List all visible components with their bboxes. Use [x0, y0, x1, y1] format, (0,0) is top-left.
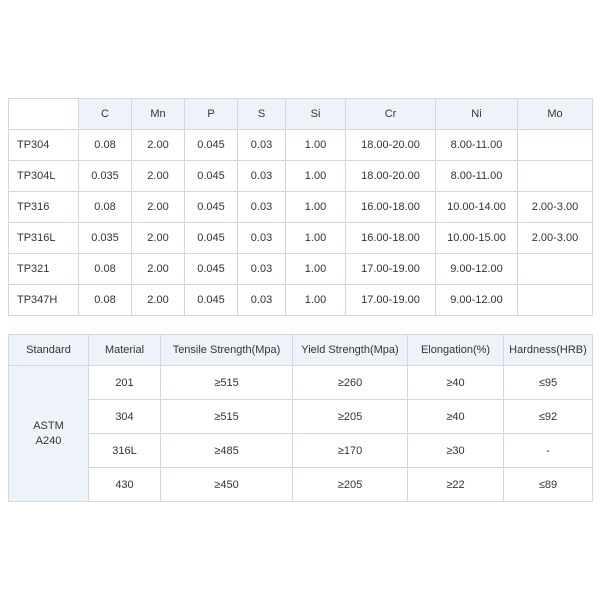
mechanical-properties-table	[8, 334, 593, 502]
cell-tensile: ≥515	[161, 366, 293, 400]
column-header-mo: Mo	[518, 99, 593, 130]
column-header-s: S	[238, 99, 286, 130]
table-header-row	[9, 99, 593, 130]
cell-hardness: ≤92	[504, 400, 593, 434]
cell-p: 0.045	[185, 192, 238, 223]
cell-p: 0.045	[185, 161, 238, 192]
column-header-mn: Mn	[132, 99, 185, 130]
cell-si: 1.00	[286, 254, 346, 285]
cell-cr: 17.00-19.00	[346, 285, 436, 316]
table-row	[9, 130, 593, 161]
cell-cr: 16.00-18.00	[346, 192, 436, 223]
row-label: TP321	[9, 254, 79, 285]
tables-container	[8, 98, 592, 502]
cell-mo: 2.00-3.00	[518, 192, 593, 223]
cell-p: 0.045	[185, 223, 238, 254]
standard-line-2: A240	[35, 434, 62, 447]
cell-material: 201	[89, 366, 161, 400]
column-header-elongation: Elongation(%)	[408, 335, 504, 366]
row-label: TP304L	[9, 161, 79, 192]
cell-cr: 18.00-20.00	[346, 130, 436, 161]
cell-hardness: ≤89	[504, 468, 593, 502]
cell-si: 1.00	[286, 223, 346, 254]
cell-mo	[518, 161, 593, 192]
column-header-yield-strength: Yield Strength(Mpa)	[293, 335, 408, 366]
table-header-row	[9, 335, 593, 366]
column-header-material: Material	[89, 335, 161, 366]
column-header-si: Si	[286, 99, 346, 130]
table-row	[9, 468, 593, 502]
cell-elongation: ≥40	[408, 366, 504, 400]
cell-c: 0.08	[79, 254, 132, 285]
column-header-cr: Cr	[346, 99, 436, 130]
cell-s: 0.03	[238, 285, 286, 316]
column-header-hardness: Hardness(HRB)	[504, 335, 593, 366]
cell-yield: ≥205	[293, 468, 408, 502]
cell-c: 0.035	[79, 223, 132, 254]
cell-c: 0.035	[79, 161, 132, 192]
cell-cr: 16.00-18.00	[346, 223, 436, 254]
cell-p: 0.045	[185, 130, 238, 161]
cell-mn: 2.00	[132, 192, 185, 223]
row-label: TP304	[9, 130, 79, 161]
cell-ni: 10.00-15.00	[436, 223, 518, 254]
cell-tensile: ≥485	[161, 434, 293, 468]
cell-ni: 9.00-12.00	[436, 285, 518, 316]
cell-elongation: ≥30	[408, 434, 504, 468]
cell-si: 1.00	[286, 161, 346, 192]
cell-p: 0.045	[185, 254, 238, 285]
cell-mn: 2.00	[132, 130, 185, 161]
cell-mn: 2.00	[132, 223, 185, 254]
cell-material: 316L	[89, 434, 161, 468]
cell-mo: 2.00-3.00	[518, 223, 593, 254]
row-label: TP347H	[9, 285, 79, 316]
column-header-c: C	[79, 99, 132, 130]
cell-mn: 2.00	[132, 254, 185, 285]
cell-yield: ≥205	[293, 400, 408, 434]
row-label: TP316	[9, 192, 79, 223]
table-row	[9, 400, 593, 434]
cell-material: 304	[89, 400, 161, 434]
cell-mn: 2.00	[132, 285, 185, 316]
cell-tensile: ≥515	[161, 400, 293, 434]
table-row	[9, 254, 593, 285]
column-header-grade	[9, 99, 79, 130]
cell-c: 0.08	[79, 192, 132, 223]
cell-hardness: -	[504, 434, 593, 468]
cell-material: 430	[89, 468, 161, 502]
cell-s: 0.03	[238, 223, 286, 254]
cell-cr: 18.00-20.00	[346, 161, 436, 192]
cell-yield: ≥170	[293, 434, 408, 468]
cell-cr: 17.00-19.00	[346, 254, 436, 285]
cell-ni: 8.00-11.00	[436, 161, 518, 192]
standard-cell	[9, 366, 89, 502]
cell-p: 0.045	[185, 285, 238, 316]
table-row	[9, 223, 593, 254]
cell-mo	[518, 130, 593, 161]
cell-yield: ≥260	[293, 366, 408, 400]
column-header-tensile-strength: Tensile Strength(Mpa)	[161, 335, 293, 366]
table-row	[9, 161, 593, 192]
cell-si: 1.00	[286, 285, 346, 316]
cell-ni: 8.00-11.00	[436, 130, 518, 161]
table-row	[9, 285, 593, 316]
cell-mo	[518, 285, 593, 316]
column-header-p: P	[185, 99, 238, 130]
cell-mn: 2.00	[132, 161, 185, 192]
cell-elongation: ≥40	[408, 400, 504, 434]
column-header-standard: Standard	[9, 335, 89, 366]
table-row	[9, 192, 593, 223]
cell-mo	[518, 254, 593, 285]
standard-line-1: ASTM	[33, 419, 64, 432]
cell-c: 0.08	[79, 130, 132, 161]
cell-ni: 9.00-12.00	[436, 254, 518, 285]
cell-si: 1.00	[286, 130, 346, 161]
cell-s: 0.03	[238, 254, 286, 285]
table-row	[9, 434, 593, 468]
cell-s: 0.03	[238, 130, 286, 161]
cell-ni: 10.00-14.00	[436, 192, 518, 223]
row-label: TP316L	[9, 223, 79, 254]
cell-hardness: ≤95	[504, 366, 593, 400]
column-header-ni: Ni	[436, 99, 518, 130]
cell-s: 0.03	[238, 192, 286, 223]
cell-elongation: ≥22	[408, 468, 504, 502]
cell-c: 0.08	[79, 285, 132, 316]
cell-tensile: ≥450	[161, 468, 293, 502]
cell-s: 0.03	[238, 161, 286, 192]
cell-si: 1.00	[286, 192, 346, 223]
table-row	[9, 366, 593, 400]
chemical-composition-table	[8, 98, 593, 316]
